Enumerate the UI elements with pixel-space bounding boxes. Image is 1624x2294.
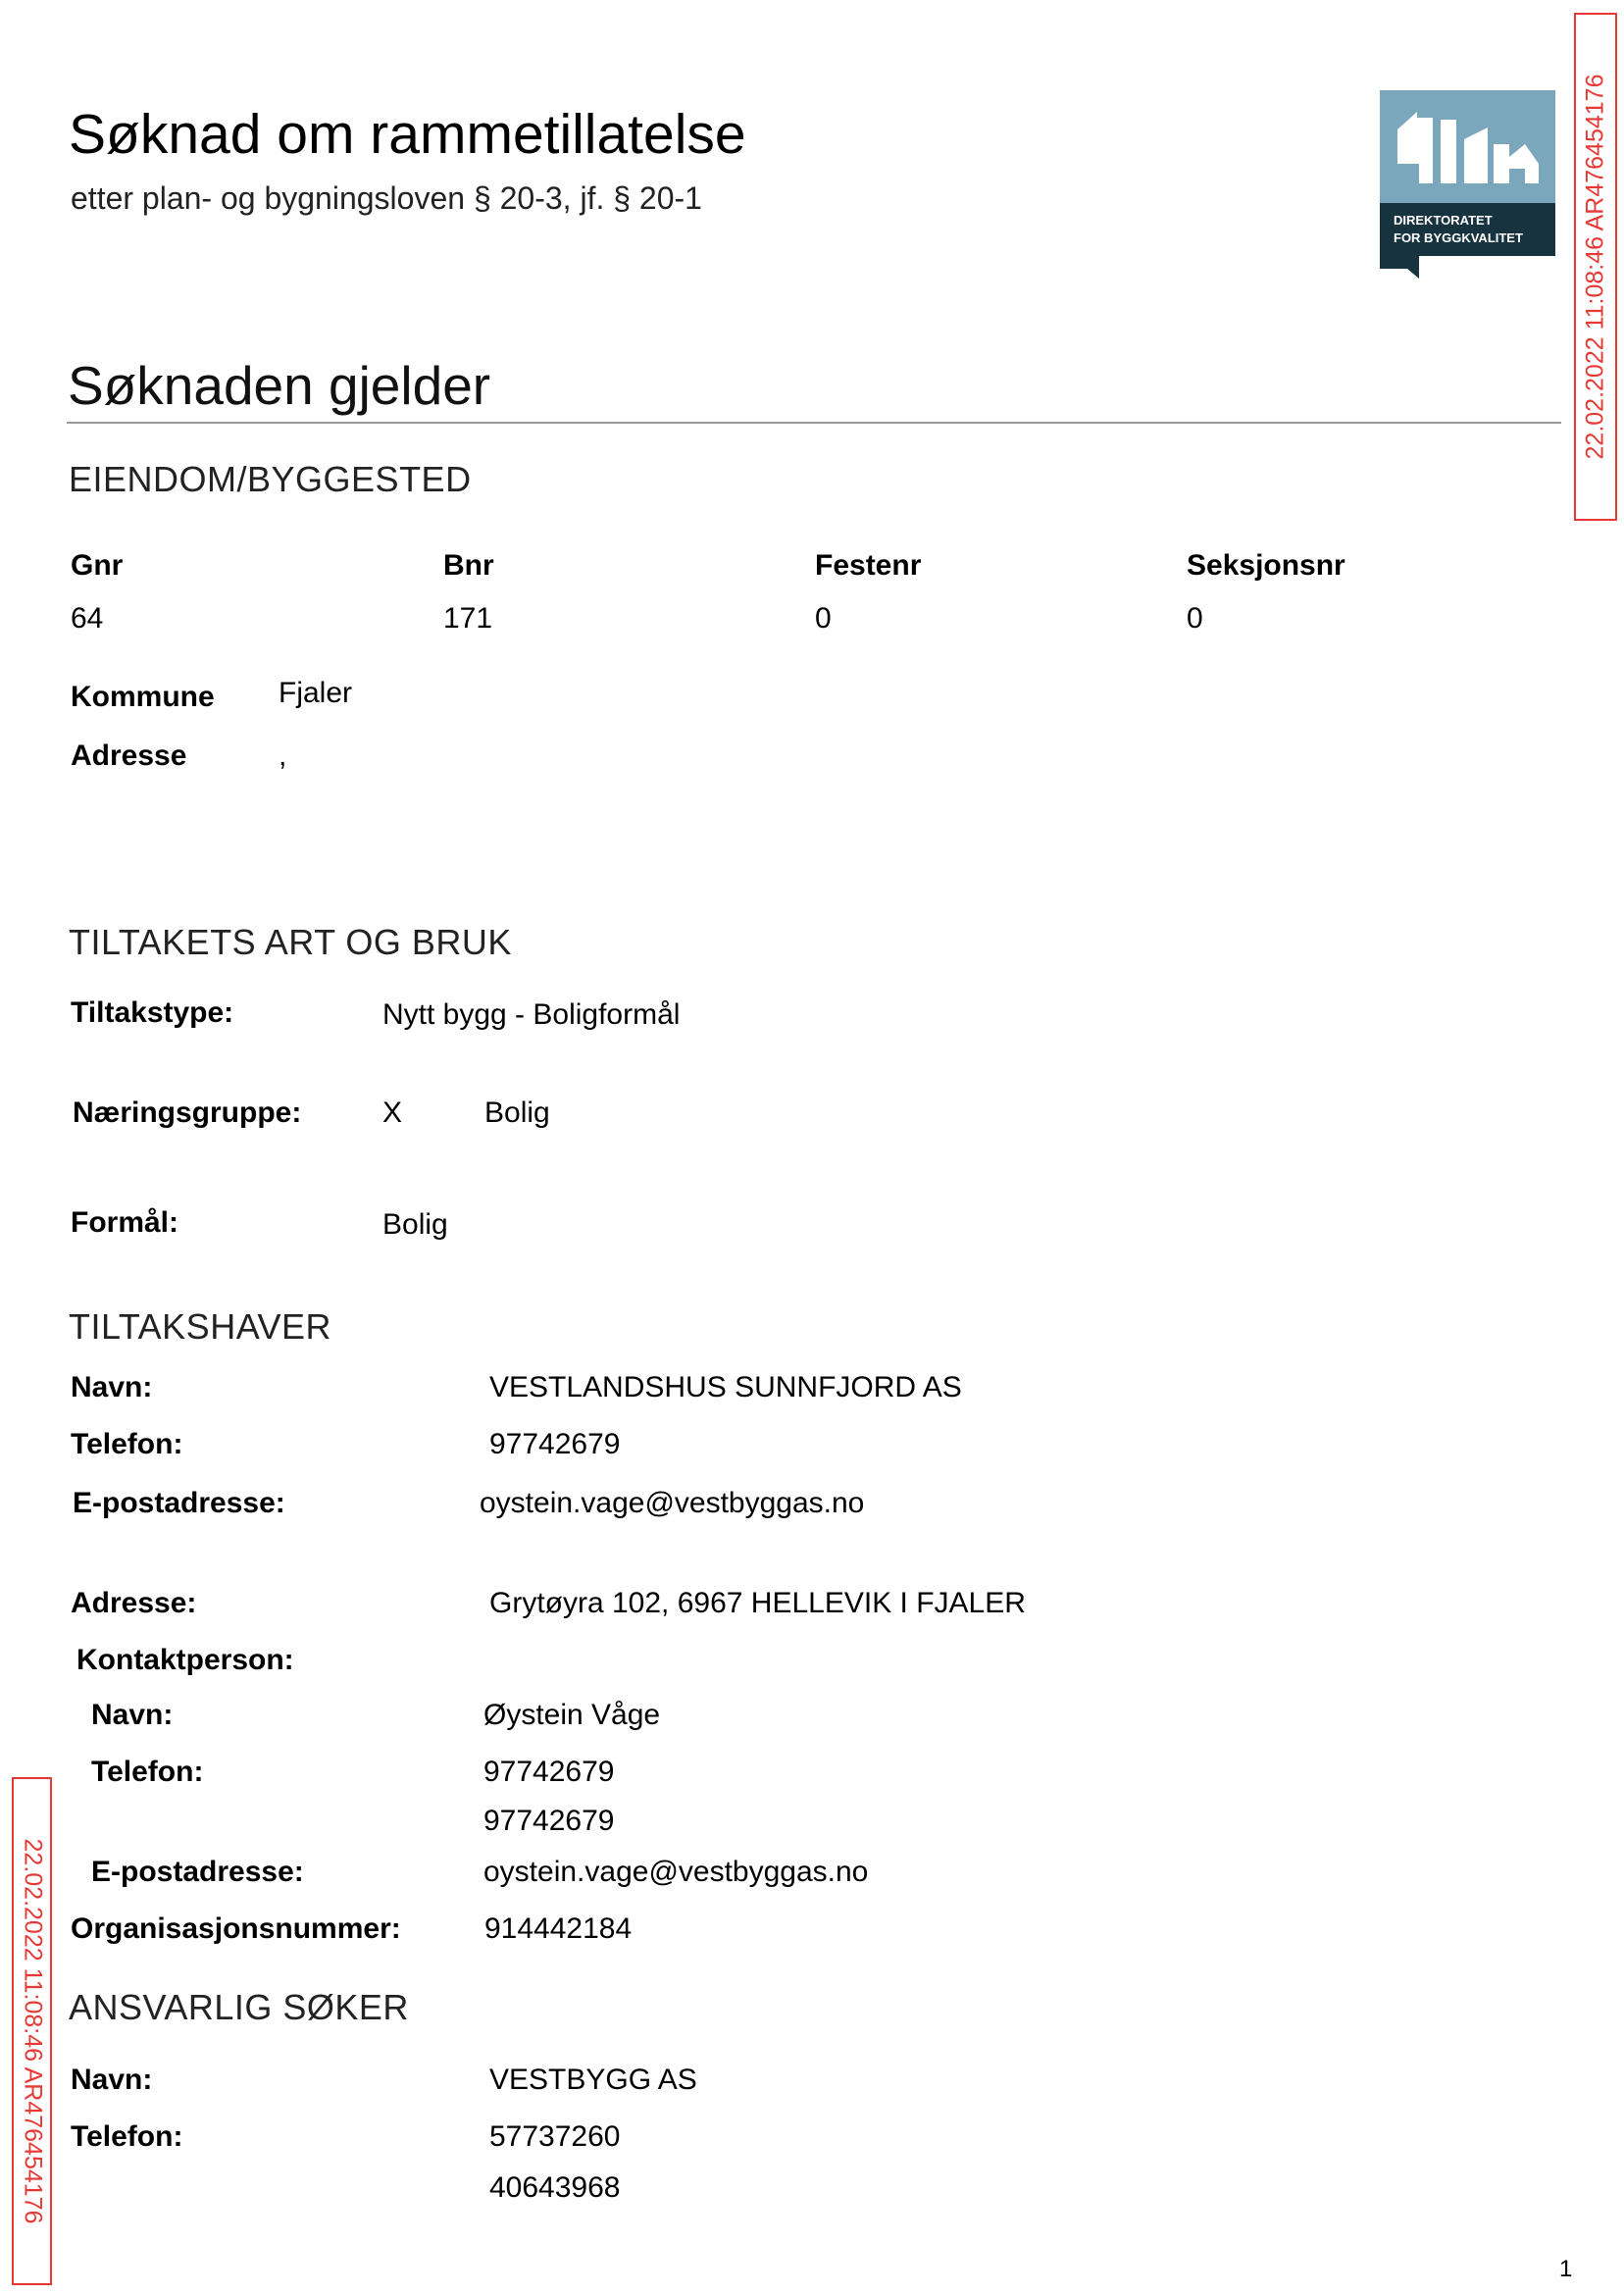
timestamp-stamp-right [1574, 13, 1617, 521]
label-epost: E-postadresse: [73, 1487, 285, 1519]
label-kontakt-navn: Navn: [91, 1699, 174, 1731]
label-orgnr: Organisasjonsnummer: [71, 1912, 401, 1945]
value-kontakt-navn: Øystein Våge [483, 1699, 661, 1731]
label-ansvarlig-navn: Navn: [71, 2064, 153, 2096]
value-ansvarlig-telefon-2: 40643968 [489, 2171, 621, 2204]
dibk-logo [1380, 90, 1555, 279]
value-bnr: 171 [443, 602, 493, 635]
value-adresse: Grytøyra 102, 6967 HELLEVIK I FJALER [489, 1587, 1026, 1619]
value-naeringsgruppe-code: X [382, 1096, 403, 1129]
value-orgnr: 914442184 [484, 1912, 633, 1945]
label-kontakt-telefon: Telefon: [91, 1756, 204, 1788]
label-bnr: Bnr [443, 549, 494, 582]
page-number: 1 [1559, 2256, 1573, 2282]
label-kontakt-epost: E-postadresse: [91, 1856, 304, 1888]
document-subtitle: etter plan- og bygningsloven § 20-3, jf. § 20-1 [71, 180, 702, 216]
heading-tiltaket: TILTAKETS ART OG BRUK [69, 922, 512, 962]
value-gnr: 64 [71, 602, 104, 635]
logo-text-line2: FOR BYGGKVALITET [1394, 230, 1523, 245]
label-festenr: Festenr [815, 549, 922, 582]
logo-text-line1: DIREKTORATET [1394, 213, 1493, 228]
label-adresse: Adresse [71, 739, 187, 772]
label-formal: Formål: [71, 1206, 179, 1239]
label-naeringsgruppe: Næringsgruppe: [73, 1096, 302, 1129]
value-navn: VESTLANDSHUS SUNNFJORD AS [489, 1371, 962, 1403]
heading-tiltakshaver: TILTAKSHAVER [69, 1306, 332, 1347]
value-ansvarlig-telefon-1: 57737260 [489, 2120, 621, 2153]
value-formal: Bolig [382, 1208, 448, 1241]
value-naeringsgruppe: Bolig [484, 1096, 550, 1129]
value-festenr: 0 [815, 602, 832, 635]
label-adresse: Adresse: [71, 1587, 197, 1619]
label-navn: Navn: [71, 1371, 153, 1403]
heading-eiendom: EIENDOM/BYGGESTED [69, 459, 472, 499]
heading-ansvarlig-soker: ANSVARLIG SØKER [69, 1987, 409, 2027]
value-adresse: , [279, 739, 287, 772]
document-title: Søknad om rammetillatelse [69, 103, 746, 166]
value-epost: oystein.vage@vestbyggas.no [480, 1487, 865, 1519]
section-title: Søknaden gjelder [68, 355, 491, 416]
value-kontakt-epost: oystein.vage@vestbyggas.no [483, 1856, 869, 1888]
label-seksjonsnr: Seksjonsnr [1187, 549, 1345, 582]
value-kontakt-telefon-2: 97742679 [483, 1805, 615, 1837]
timestamp-stamp-left [12, 1777, 52, 2285]
label-kontaktperson: Kontaktperson: [76, 1644, 294, 1676]
value-seksjonsnr: 0 [1187, 602, 1203, 635]
value-ansvarlig-navn: VESTBYGG AS [489, 2064, 697, 2096]
label-ansvarlig-telefon: Telefon: [71, 2120, 183, 2153]
label-gnr: Gnr [71, 549, 124, 582]
label-telefon: Telefon: [71, 1428, 183, 1460]
value-telefon: 97742679 [489, 1428, 621, 1460]
value-kommune: Fjaler [279, 677, 353, 709]
label-tiltakstype: Tiltakstype: [71, 996, 234, 1029]
stamp-text: 22.02.2022 11:08:46 AR476454176 [19, 1838, 46, 2224]
value-kontakt-telefon-1: 97742679 [483, 1756, 615, 1788]
label-kommune: Kommune [71, 681, 215, 713]
stamp-text: 22.02.2022 11:08:46 AR476454176 [1581, 74, 1609, 460]
section-divider [67, 422, 1561, 424]
value-tiltakstype: Nytt bygg - Boligformål [382, 998, 681, 1031]
